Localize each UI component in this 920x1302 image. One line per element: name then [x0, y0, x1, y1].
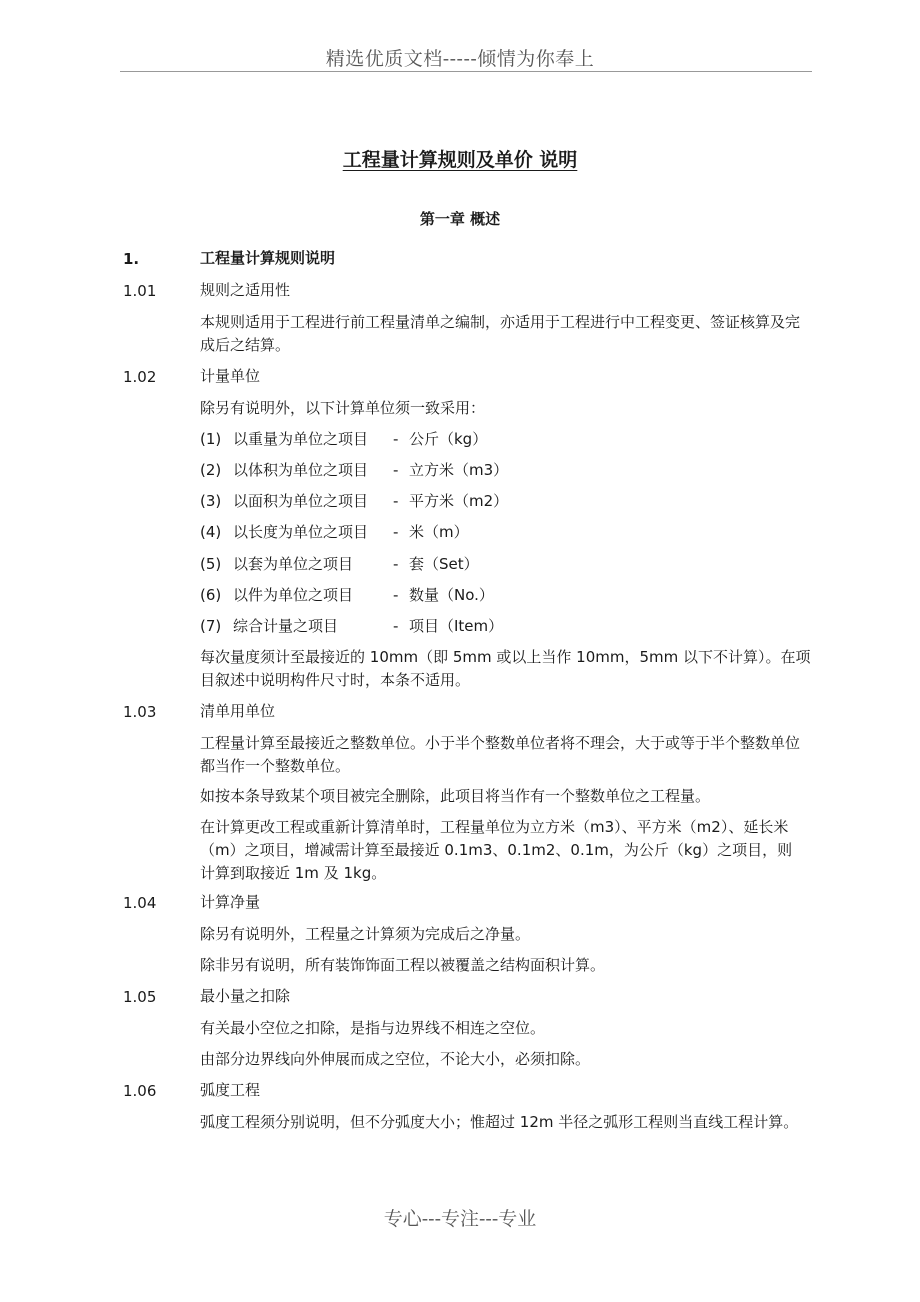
unit-item-label: 以面积为单位之项目 [233, 492, 369, 510]
unit-item-unit: 米（m） [409, 523, 469, 541]
page-header: 精选优质文档-----倾情为你奉上 [325, 48, 595, 70]
unit-item-dash: - [393, 617, 399, 635]
unit-list-item [200, 428, 488, 451]
section-heading: 工程量计算规则说明 [200, 249, 336, 267]
unit-list-item [200, 490, 509, 513]
unit-item-label: 以件为单位之项目 [233, 586, 354, 604]
clause-105-para-1: 有关最小空位之扣除，是指与边界线不相连之空位。 [200, 1019, 546, 1037]
unit-item-number: (2) [200, 461, 222, 479]
clause-number-104: 1.04 [123, 894, 157, 912]
clause-heading-102: 计量单位 [200, 367, 261, 385]
clause-number-103: 1.03 [123, 703, 157, 721]
unit-item-number: (4) [200, 523, 222, 541]
unit-item-unit: 平方米（m2） [409, 492, 509, 510]
clause-104-para-1: 除另有说明外，工程量之计算须为完成后之净量。 [200, 925, 531, 943]
clause-101-para-1: 本规则适用于工程进行前工程量清单之编制，亦适用于工程进行中工程变更、签证核算及完成后之结算。 [200, 313, 801, 354]
unit-item-number: (5) [200, 555, 222, 573]
clause-102-intro: 除另有说明外，以下计算单位须一致采用： [200, 399, 486, 417]
unit-item-dash: - [393, 492, 399, 510]
unit-item-dash: - [393, 461, 399, 479]
clause-heading-103: 清单用单位 [200, 702, 276, 720]
clause-number-106: 1.06 [123, 1082, 157, 1100]
unit-item-dash: - [393, 430, 399, 448]
unit-item-label: 以长度为单位之项目 [233, 523, 369, 541]
clause-104-para-2: 除非另有说明，所有装饰饰面工程以被覆盖之结构面积计算。 [200, 956, 606, 974]
unit-item-unit: 套（Set） [409, 555, 479, 573]
chapter-title: 第一章 概述 [419, 210, 501, 228]
unit-item-number: (7) [200, 617, 222, 635]
clause-106-para-1: 弧度工程须分别说明，但不分弧度大小；惟超过 12m 半径之弧形工程则当直线工程计算。 [200, 1113, 799, 1131]
unit-item-label: 综合计量之项目 [233, 617, 339, 635]
clause-heading-104: 计算净量 [200, 893, 261, 911]
unit-item-dash: - [393, 555, 399, 573]
clause-103-para-1: 工程量计算至最接近之整数单位。小于半个整数单位者将不理会，大于或等于半个整数单位都当作一个整数单位。 [200, 734, 801, 775]
unit-item-number: (6) [200, 586, 222, 604]
clause-number-105: 1.05 [123, 988, 157, 1006]
unit-item-label: 以重量为单位之项目 [233, 430, 369, 448]
clause-heading-101: 规则之适用性 [200, 281, 291, 299]
unit-item-dash: - [393, 523, 399, 541]
unit-list-item [200, 584, 494, 607]
unit-item-label: 以体积为单位之项目 [233, 461, 369, 479]
clause-105-para-2: 由部分边界线向外伸展而成之空位，不论大小，必须扣除。 [200, 1050, 591, 1068]
document-title [0, 145, 920, 172]
unit-item-unit: 数量（No.） [409, 586, 494, 604]
clause-number-101: 1.01 [123, 282, 157, 300]
header-divider [120, 71, 812, 72]
unit-item-unit: 公斤（kg） [409, 430, 488, 448]
clause-103-para-2: 如按本条导致某个项目被完全删除，此项目将当作有一个整数单位之工程量。 [200, 787, 711, 805]
document-title-text: 工程量计算规则及单价 说明 [342, 149, 578, 171]
section-number: 1. [123, 250, 140, 268]
unit-list-item [200, 615, 504, 638]
clause-heading-106: 弧度工程 [200, 1081, 261, 1099]
clause-103-para-3: 在计算更改工程或重新计算清单时，工程量单位为立方米（m3）、平方米（m2）、延长米（m）之项目，增减需计算至最接近 0.1m3、0.1m2、0.1m，为公斤（kg）之项目，则计算到取接近 1m 及 1kg。 [200, 818, 793, 882]
unit-item-number: (1) [200, 430, 222, 448]
unit-item-unit: 项目（Item） [409, 617, 504, 635]
clause-number-102: 1.02 [123, 368, 157, 386]
unit-list-item [200, 553, 479, 576]
page-footer: 专心---专注---专业 [383, 1208, 537, 1230]
unit-list-item [200, 521, 469, 544]
unit-list-item [200, 459, 509, 482]
unit-item-number: (3) [200, 492, 222, 510]
clause-heading-105: 最小量之扣除 [200, 987, 291, 1005]
unit-item-label: 以套为单位之项目 [233, 555, 354, 573]
unit-item-dash: - [393, 586, 399, 604]
unit-item-unit: 立方米（m3） [409, 461, 509, 479]
clause-102-para-2: 每次量度须计至最接近的 10mm（即 5mm 或以上当作 10mm，5mm 以下不计算）。在项目叙述中说明构件尺寸时，本条不适用。 [200, 648, 811, 689]
